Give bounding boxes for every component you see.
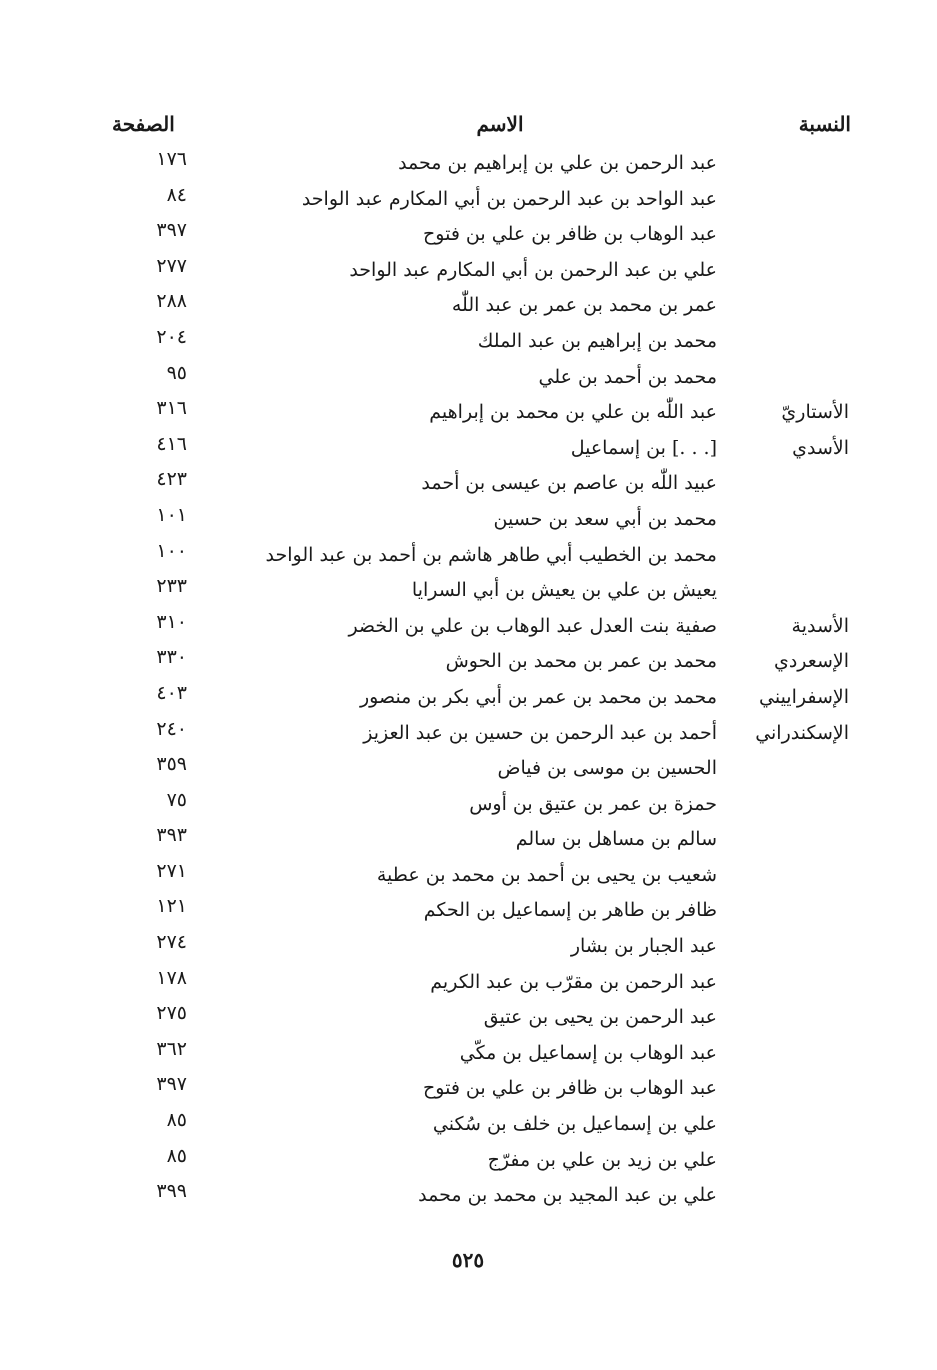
table-row <box>0 1178 937 1214</box>
page-number: ٥٢٥ <box>451 1248 485 1272</box>
row-name: عبد الوهاب بن إسماعيل بن مكّي <box>459 1041 717 1064</box>
table-row <box>0 253 937 289</box>
row-page: ١٧٦ <box>156 148 187 170</box>
table-row <box>0 1107 937 1143</box>
table-row <box>0 1071 937 1107</box>
row-page: ٣٩٧ <box>156 1073 187 1096</box>
row-name: عبد الواحد بن عبد الرحمن بن أبي المكارم عبد الواحد <box>301 187 717 210</box>
row-name: محمد بن أبي سعد بن حسين <box>493 507 717 530</box>
row-nisba: الإسعردي <box>773 650 849 673</box>
row-page: ٣٩٩ <box>156 1180 187 1203</box>
table-row <box>0 822 937 858</box>
row-name: عبد الرحمن بن مقرّب بن عبد الكريم <box>430 970 717 993</box>
table-row <box>0 787 937 823</box>
table-row <box>0 395 937 431</box>
row-name: عمر بن محمد بن عمر بن عبد اللّٰه <box>451 294 717 317</box>
row-name: سالم بن مساهل بن سالم <box>515 828 717 851</box>
row-name: صفية بنت العدل عبد الوهاب بن علي بن الخضر <box>348 614 717 637</box>
row-page: ٢٤٠ <box>156 717 187 740</box>
row-name: [. . .] بن إسماعيل <box>570 436 717 459</box>
table-row <box>0 288 937 324</box>
row-page: ٣٩٧ <box>156 219 187 242</box>
row-nisba: الأستاريّ <box>781 401 849 424</box>
row-page: ١٧٨ <box>156 966 187 989</box>
header-nisba: النسبة <box>798 112 851 136</box>
row-page: ٨٥ <box>166 1109 187 1132</box>
table-row <box>0 1000 937 1036</box>
row-name: علي بن إسماعيل بن خلف بن سُكني <box>432 1113 717 1136</box>
row-page: ٢٧٤ <box>156 931 187 954</box>
table-row <box>0 858 937 894</box>
table-row <box>0 644 937 680</box>
row-name: محمد بن محمد بن عمر بن أبي بكر بن منصور <box>359 685 717 708</box>
row-page: ٣١٠ <box>156 610 187 633</box>
row-page: ٣٣٠ <box>156 646 187 669</box>
row-name: عبد الوهاب بن ظافر بن علي بن فتوح <box>423 1077 717 1100</box>
table-row <box>0 324 937 360</box>
row-page: ٩٥ <box>166 361 187 384</box>
row-name: عبد الجبار بن بشار <box>570 935 717 958</box>
table-row <box>0 965 937 1001</box>
row-name: حمزة بن عمر بن عتيق بن أوس <box>469 792 717 815</box>
row-name: ظافر بن طاهر بن إسماعيل بن الحكم <box>423 899 717 922</box>
row-page: ١٠٠ <box>156 539 187 562</box>
table-row <box>0 182 937 218</box>
table-row <box>0 929 937 965</box>
row-nisba: الأسدي <box>792 436 849 459</box>
table-row <box>0 751 937 787</box>
row-page: ٢٠٤ <box>156 325 187 348</box>
header-page: الصفحة <box>112 112 175 136</box>
table-row <box>0 1143 937 1179</box>
row-nisba: الأسدية <box>791 614 849 637</box>
row-page: ٨٤ <box>166 183 187 206</box>
table-row <box>0 146 937 182</box>
row-page: ٢٨٨ <box>156 290 187 313</box>
index-rows <box>0 146 937 1214</box>
table-row <box>0 893 937 929</box>
row-name: الحسين بن موسى بن فياض <box>497 757 717 780</box>
table-row <box>0 431 937 467</box>
row-page: ١٢١ <box>156 895 187 918</box>
table-row <box>0 217 937 253</box>
row-name: عبيد اللّٰه بن عاصم بن عيسى بن أحمد <box>421 472 717 495</box>
row-page: ٤٠٣ <box>156 681 187 704</box>
row-name: محمد بن إبراهيم بن عبد الملك <box>477 329 717 352</box>
row-name: محمد بن أحمد بن علي <box>538 365 717 388</box>
table-row <box>0 573 937 609</box>
row-name: علي بن عبد الرحمن بن أبي المكارم عبد الواحد <box>349 258 717 281</box>
row-name: محمد بن عمر بن محمد بن الحوش <box>445 650 717 673</box>
row-name: شعيب بن يحيى بن أحمد بن محمد بن عطية <box>376 863 717 886</box>
row-name: عبد الوهاب بن ظافر بن علي بن فتوح <box>423 223 717 246</box>
row-name: علي بن عبد المجيد بن محمد بن محمد <box>418 1184 717 1207</box>
row-page: ٢٧١ <box>156 859 187 882</box>
row-page: ٧٥ <box>166 788 187 811</box>
row-page: ٨٥ <box>166 1144 187 1167</box>
table-row <box>0 1036 937 1072</box>
row-page: ٢٧٧ <box>156 254 187 277</box>
table-row <box>0 538 937 574</box>
row-nisba: الإسكندراني <box>755 721 849 744</box>
row-page: ٣١٦ <box>156 397 187 420</box>
row-page: ٣٩٣ <box>156 824 187 847</box>
row-name: يعيش بن علي بن يعيش بن أبي السرايا <box>411 579 717 602</box>
table-row <box>0 502 937 538</box>
row-name: محمد بن الخطيب أبي طاهر هاشم بن أحمد بن عبد الواحد <box>265 543 717 566</box>
row-name: عبد الرحمن بن يحيى بن عتيق <box>483 1006 717 1029</box>
row-page: ٣٦٢ <box>156 1037 187 1060</box>
row-name: علي بن زيد بن علي بن مفرّج <box>487 1148 717 1171</box>
table-row <box>0 609 937 645</box>
table-row <box>0 680 937 716</box>
row-page: ٢٧٥ <box>156 1002 187 1025</box>
row-nisba: الإسفراييني <box>759 685 849 708</box>
row-page: ٤٢٣ <box>156 468 187 491</box>
row-name: عبد الرحمن بن علي بن إبراهيم بن محمد <box>398 152 717 174</box>
table-row <box>0 466 937 502</box>
row-page: ٣٥٩ <box>156 753 187 776</box>
table-row <box>0 360 937 396</box>
row-page: ١٠١ <box>156 503 187 526</box>
table-header <box>0 112 937 148</box>
row-page: ٤١٦ <box>156 432 187 455</box>
row-name: أحمد بن عبد الرحمن بن حسين بن عبد العزيز <box>363 721 717 744</box>
header-name: الاسم <box>476 112 524 136</box>
row-name: عبد اللّٰه بن علي بن محمد بن إبراهيم <box>429 401 717 424</box>
table-row <box>0 716 937 752</box>
row-page: ٢٣٣ <box>156 575 187 598</box>
